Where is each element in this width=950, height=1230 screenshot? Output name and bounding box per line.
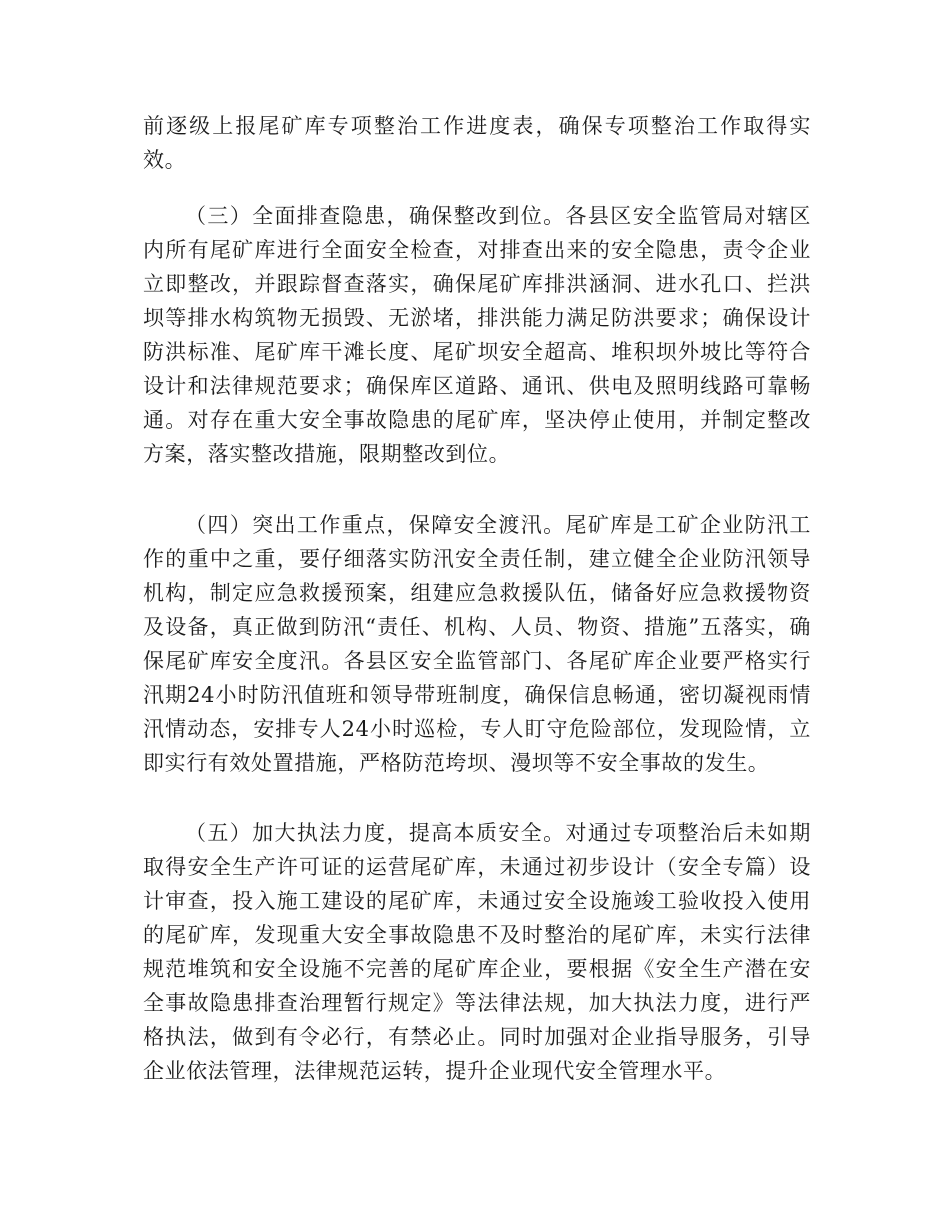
paragraph-section-3 — [143, 199, 811, 471]
paragraph-text: （三）全面排查隐患，确保整改到位。各县区安全监管局对辖区内所有尾矿库进行全面安全检查，对排查出来的安全隐患，责令企业立即整改，并跟踪督查落实，确保尾矿库排洪涵洞、进水孔口、拦洪坝等排水构筑物无损毁、无淤堵，排洪能力满足防洪要求；确保设计防洪标准、尾矿库干滩长度、尾矿坝安全超高、堆积坝外坡比等符合设计和法律规范要求；确保库区道路、通讯、供电及照明线路可靠畅通。对存在重大安全事故隐患的尾矿库，坚决停止使用，并制定整改方案，落实整改措施，限期整改到位。 — [143, 204, 811, 466]
paragraph-section-5 — [143, 816, 811, 1088]
paragraph-text: （四）突出工作重点，保障安全渡汛。尾矿库是工矿企业防汛工作的重中之重，要仔细落实防汛安全责任制，建立健全企业防汛领导机构，制定应急救援预案，组建应急救援队伍，储备好应急救援物资及设备，真正做到防汛“责任、机构、人员、物资、措施”五落实，确保尾矿库安全度汛。各县区安全监管部门、各尾矿库企业要严格实行汛期24小时防汛值班和领导带班制度，确保信息畅通，密切凝视雨情汛情动态，安排专人24小时巡检，专人盯守危险部位，发现险情，立即实行有效处置措施，严格防范垮坝、漫坝等不安全事故的发生。 — [143, 513, 811, 775]
paragraph-continuation — [143, 109, 811, 177]
paragraph-text: （五）加大执法力度，提高本质安全。对通过专项整治后未如期取得安全生产许可证的运营尾矿库，未通过初步设计（安全专篇）设计审查，投入施工建设的尾矿库，未通过安全设施竣工验收投入使用的尾矿库，发现重大安全事故隐患不及时整治的尾矿库，未实行法律规范堆筑和安全设施不完善的尾矿库企业，要根据《安全生产潜在安全事故隐患排查治理暂行规定》等法律法规，加大执法力度，进行严格执法，做到有令必行，有禁必止。同时加强对企业指导服务，引导企业依法管理，法律规范运转，提升企业现代安全管理水平。 — [143, 821, 811, 1083]
paragraph-section-4 — [143, 508, 811, 780]
paragraph-text: 前逐级上报尾矿库专项整治工作进度表，确保专项整治工作取得实效。 — [143, 114, 811, 172]
